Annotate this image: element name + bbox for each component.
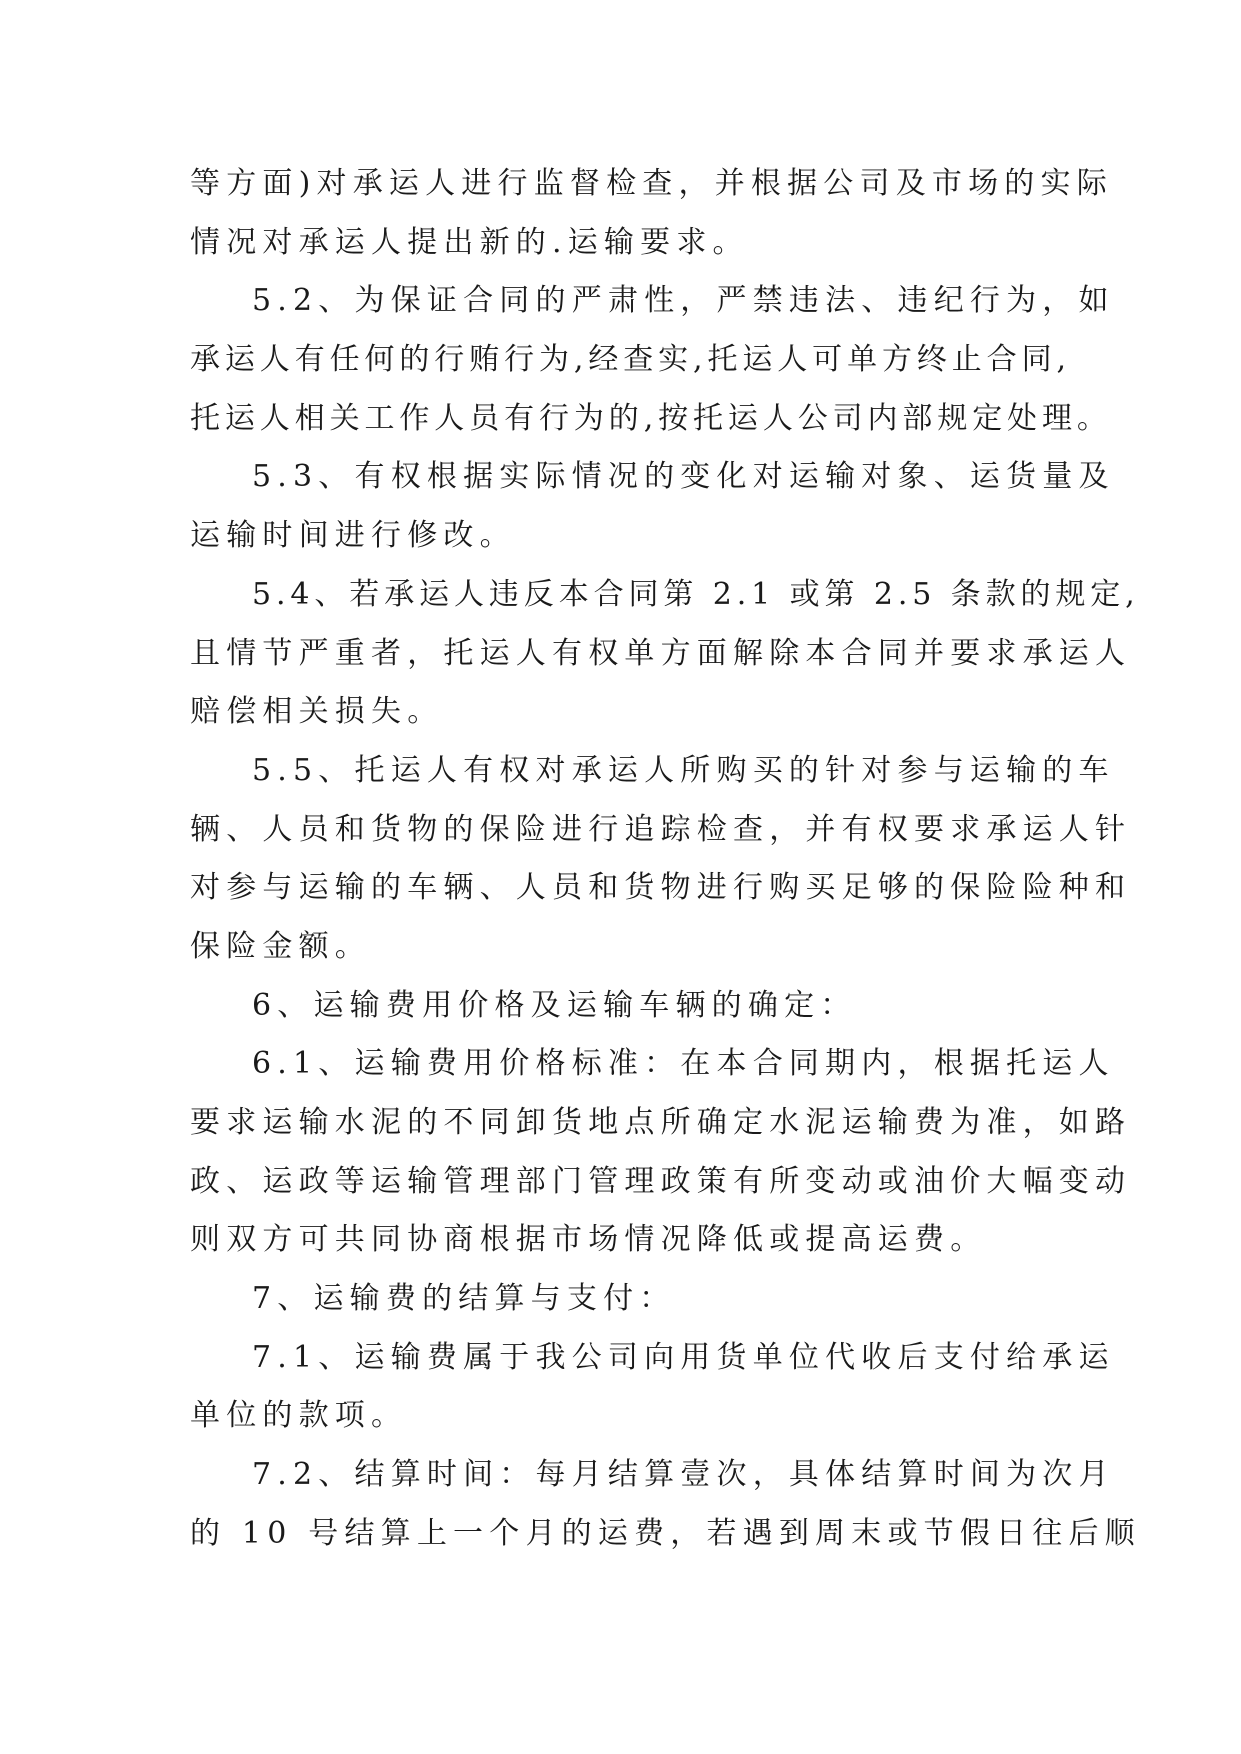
clause-7-2-line: 7.2、结算时间：每月结算壹次，具体结算时间为次月	[252, 1457, 1115, 1493]
body-line: 情况对承运人提出新的.运输要求。	[190, 224, 749, 260]
body-line: 托运人相关工作人员有行为的,按托运人公司内部规定处理。	[190, 400, 1112, 436]
clause-5-5-line: 5.5、托运人有权对承运人所购买的针对参与运输的车	[252, 752, 1115, 788]
body-line: 且情节严重者，托运人有权单方面解除本合同并要求承运人	[190, 635, 1132, 671]
body-line: 辆、人员和货物的保险进行追踪检查，并有权要求承运人针	[190, 811, 1132, 847]
body-line: 的 10 号结算上一个月的运费，若遇到周末或节假日往后顺	[190, 1515, 1141, 1551]
clause-5-2-line: 5.2、为保证合同的严肃性，严禁违法、违纪行为，如	[252, 283, 1115, 319]
clause-5-4-line: 5.4、若承运人违反本合同第 2.1 或第 2.5 条款的规定,	[252, 576, 1140, 612]
clause-7-1-line: 7.1、运输费属于我公司向用货单位代收后支付给承运	[252, 1339, 1115, 1375]
body-line: 政、运政等运输管理部门管理政策有所变动或油价大幅变动	[190, 1163, 1132, 1199]
section-6-heading: 6、运输费用价格及运输车辆的确定：	[252, 987, 857, 1023]
clause-5-3-line: 5.3、有权根据实际情况的变化对运输对象、运货量及	[252, 459, 1115, 495]
document-body	[190, 155, 1141, 1564]
body-line: 对参与运输的车辆、人员和货物进行购买足够的保险险种和	[190, 870, 1132, 906]
body-line: 运输时间进行修改。	[190, 518, 516, 554]
body-line: 赔偿相关损失。	[190, 694, 444, 730]
body-line: 单位的款项。	[190, 1398, 408, 1434]
clause-6-1-line: 6.1、运输费用价格标准：在本合同期内，根据托运人	[252, 1046, 1115, 1082]
body-line: 要求运输水泥的不同卸货地点所确定水泥运输费为准，如路	[190, 1105, 1132, 1140]
body-line: 则双方可共同协商根据市场情况降低或提高运费。	[190, 1222, 987, 1258]
body-line: 等方面)对承运人进行监督检查，并根据公司及市场的实际	[190, 166, 1113, 201]
section-7-heading: 7、运输费的结算与支付：	[252, 1281, 676, 1317]
body-line: 承运人有任何的行贿行为,经查实,托运人可单方终止合同,	[190, 342, 1071, 378]
body-line: 保险金额。	[190, 928, 371, 964]
